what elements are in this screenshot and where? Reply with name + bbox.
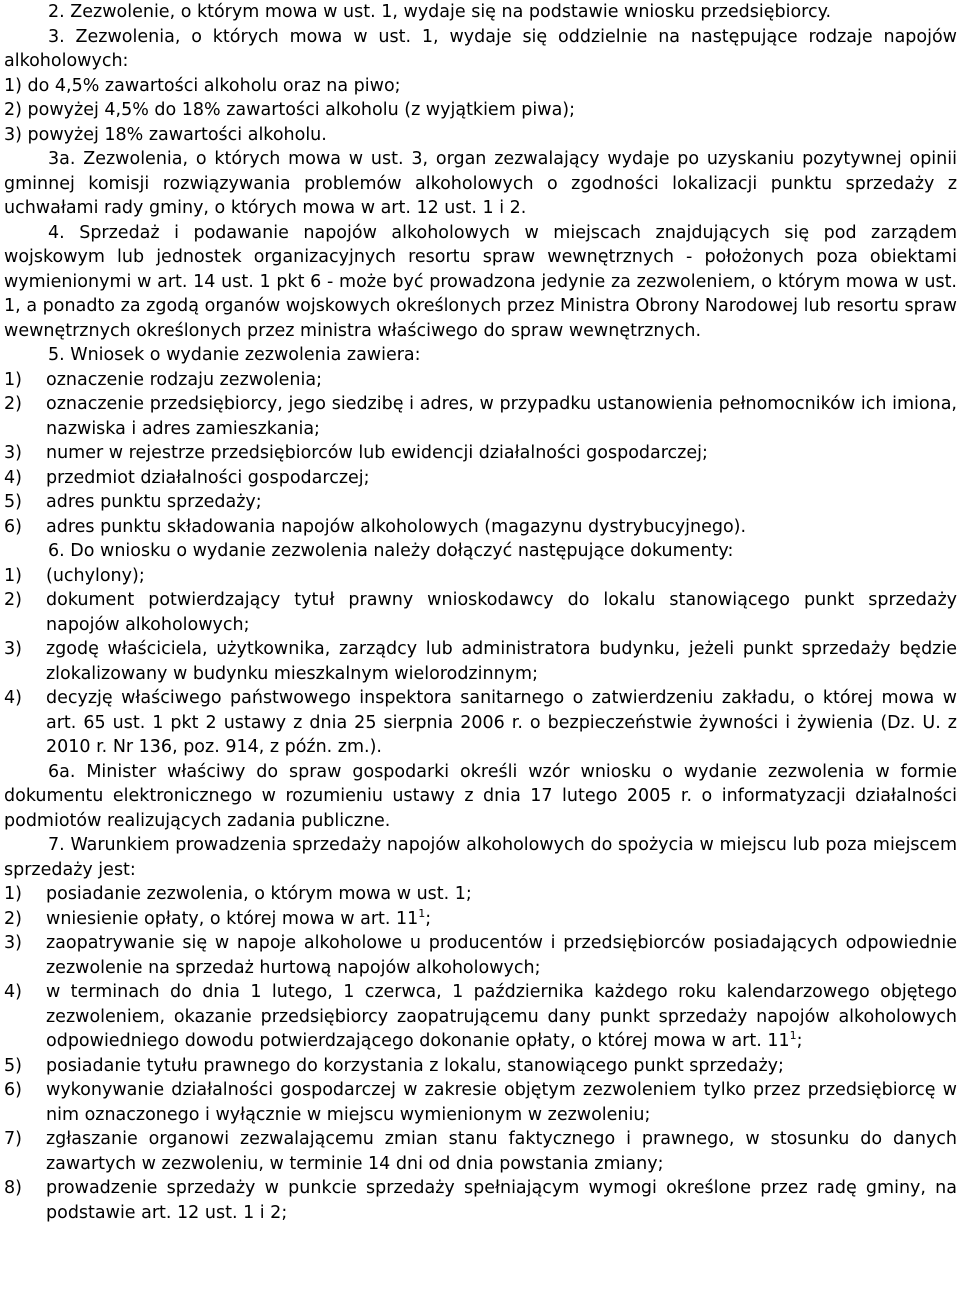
list-item — [4, 686, 957, 760]
list-number: 4) — [4, 982, 22, 1002]
list-item — [4, 1176, 957, 1225]
list-item — [4, 931, 957, 980]
list-text — [46, 907, 957, 932]
list-item — [4, 1054, 957, 1079]
list-number: 2) — [4, 394, 22, 414]
list-item: 2) powyżej 4,5% do 18% zawartości alkoholu (z wyjątkiem piwa); — [4, 100, 576, 120]
paragraph-6-list — [4, 564, 957, 760]
superscript: 1 — [418, 906, 426, 920]
list-text: numer w rejestrze przedsiębiorców lub ewidencji działalności gospodarczej; — [46, 443, 708, 463]
list-number: 6) — [4, 516, 22, 537]
list-text: adres punktu składowania napojów alkoholowych (magazynu dystrybucyjnego). — [46, 516, 747, 537]
list-item — [4, 466, 957, 491]
list-item — [4, 882, 957, 907]
list-number: 7) — [4, 1129, 22, 1149]
paragraph-3: 3. Zezwolenia, o których mowa w ust. 1, wydaje się oddzielnie na następujące rodzaje napojów alkoholowych: — [4, 26, 957, 71]
paragraph-3a: 3a. Zezwolenia, o których mowa w ust. 3, organ zezwalający wydaje po uzyskaniu pozytywnej opinii gminnej komisji rozwiązywania problemów alkoholowych o zgodności lokalizacji punktu sprzedaży z uchwałami rady gminy, o których mowa w art. 12 ust. 1 i 2. — [4, 149, 957, 218]
list-item — [4, 1127, 957, 1176]
list-number: 3) — [4, 443, 22, 463]
list-item — [4, 980, 957, 1054]
list-item — [4, 490, 957, 515]
paragraph-3-list — [4, 74, 957, 148]
list-text: przedmiot działalności gospodarczej; — [46, 467, 370, 488]
superscript: 1 — [789, 1029, 797, 1043]
list-number: 5) — [4, 492, 22, 512]
list-text: zaopatrywanie się w napoje alkoholowe u producentów i przedsiębiorców posiadających odpowiednie zezwolenie na sprzedaż hurtową napojów alkoholowych; — [46, 933, 957, 978]
list-item — [4, 907, 957, 932]
list-text — [46, 980, 957, 1054]
list-number: 6) — [4, 1080, 22, 1100]
list-text: oznaczenie przedsiębiorcy, jego siedzibę i adres, w przypadku ustanowienia pełnomocników ich imiona, nazwiska i adres zamieszkania; — [46, 394, 957, 439]
list-number: 4) — [4, 688, 22, 708]
list-number: 4) — [4, 467, 22, 488]
list-item — [4, 1078, 957, 1127]
list-text: decyzję właściwego państwowego inspektora sanitarnego o zatwierdzeniu zakładu, o której mowa w art. 65 ust. 1 pkt 2 ustawy z dnia 25 sierpnia 2006 r. o bezpieczeństwie żywności i żywienia (Dz. U. z 2010 r. Nr 136, poz. 914, z późn. zm.). — [46, 688, 957, 757]
list-text: zgodę właściciela, użytkownika, zarządcy lub administratora budynku, jeżeli punkt sprzedaży będzie zlokalizowany w budynku mieszkalnym wielorodzinnym; — [46, 639, 957, 684]
list-item — [4, 515, 957, 540]
list-text: dokument potwierdzający tytuł prawny wnioskodawcy do lokalu stanowiącego punkt sprzedaży napojów alkoholowych; — [46, 590, 957, 635]
list-text-tail: ; — [796, 1031, 803, 1051]
list-item — [4, 392, 957, 441]
list-item — [4, 564, 957, 589]
paragraph-4: 4. Sprzedaż i podawanie napojów alkoholowych w miejscach znajdujących się pod zarządem wojskowym lub jednostek organizacyjnych resortu spraw wewnętrznych - położonych poza obiektami wymienionymi w art. 14 ust. 1 pkt 6 - może być prowadzona jedynie za zezwoleniem, o którym mowa w ust. 1, a ponadto za zgodą organów wojskowych określonych przez Ministra Obrony Narodowej lub resortu spraw wewnętrznych określonych przez ministra właściwego do spraw wewnętrznych. — [4, 222, 957, 341]
list-item — [4, 441, 957, 466]
list-text-main: wniesienie opłaty, o której mowa w art. 11 — [46, 908, 419, 929]
paragraph-6a: 6a. Minister właściwy do spraw gospodarki określi wzór wniosku o wydanie zezwolenia w formie dokumentu elektronicznego w rozumieniu ustawy z dnia 17 lutego 2005 r. o informatyzacji działalności podmiotów realizujących zadania publiczne. — [4, 761, 957, 831]
list-number: 3) — [4, 639, 22, 659]
list-text: oznaczenie rodzaju zezwolenia; — [46, 369, 322, 390]
list-item — [4, 588, 957, 637]
paragraph-7: 7. Warunkiem prowadzenia sprzedaży napojów alkoholowych do spożycia w miejscu lub poza miejscem sprzedaży jest: — [4, 835, 957, 880]
list-text-tail: ; — [425, 908, 432, 929]
list-text: (uchylony); — [46, 565, 145, 586]
list-item: 1) do 4,5% zawartości alkoholu oraz na piwo; — [4, 75, 401, 96]
list-number: 1) — [4, 884, 22, 904]
paragraph-5-list — [4, 368, 957, 540]
list-text: prowadzenie sprzedaży w punkcie sprzedaży spełniającym wymogi określone przez radę gminy, na podstawie art. 12 ust. 1 i 2; — [46, 1178, 957, 1223]
list-text-main: w terminach do dnia 1 lutego, 1 czerwca, 1 października każdego roku kalendarzowego objętego zezwoleniem, okazanie przedsiębiorcy zaopatrującemu dany punkt sprzedaży napojów alkoholowych odpowiedniego dowodu potwierdzającego dokonanie opłaty, o której mowa w art. 11 — [46, 982, 957, 1051]
list-number: 2) — [4, 908, 22, 929]
list-text: wykonywanie działalności gospodarczej w zakresie objętym zezwoleniem tylko przez przedsiębiorcę w nim oznaczonego i wyłącznie w miejscu wymienionym w zezwoleniu; — [46, 1080, 957, 1125]
list-item — [4, 368, 957, 393]
list-item: 3) powyżej 18% zawartości alkoholu. — [4, 124, 327, 145]
paragraph-2: 2. Zezwolenie, o którym mowa w ust. 1, wydaje się na podstawie wniosku przedsiębiorcy. — [48, 2, 832, 22]
list-text: zgłaszanie organowi zezwalającemu zmian stanu faktycznego i prawnego, w stosunku do danych zawartych w zezwoleniu, w terminie 14 dni od dnia powstania zmiany; — [46, 1129, 957, 1174]
paragraph-7-list — [4, 882, 957, 1225]
list-text: posiadanie zezwolenia, o którym mowa w ust. 1; — [46, 884, 472, 904]
list-text: adres punktu sprzedaży; — [46, 492, 262, 512]
list-item — [4, 637, 957, 686]
list-text: posiadanie tytułu prawnego do korzystania z lokalu, stanowiącego punkt sprzedaży; — [46, 1055, 784, 1076]
paragraph-5: 5. Wniosek o wydanie zezwolenia zawiera: — [48, 345, 421, 365]
list-number: 5) — [4, 1055, 22, 1076]
list-number: 3) — [4, 933, 22, 953]
list-number: 2) — [4, 590, 22, 610]
paragraph-6: 6. Do wniosku o wydanie zezwolenia należy dołączyć następujące dokumenty: — [48, 541, 734, 561]
list-number: 1) — [4, 565, 22, 586]
list-number: 8) — [4, 1178, 22, 1198]
list-number: 1) — [4, 369, 22, 390]
